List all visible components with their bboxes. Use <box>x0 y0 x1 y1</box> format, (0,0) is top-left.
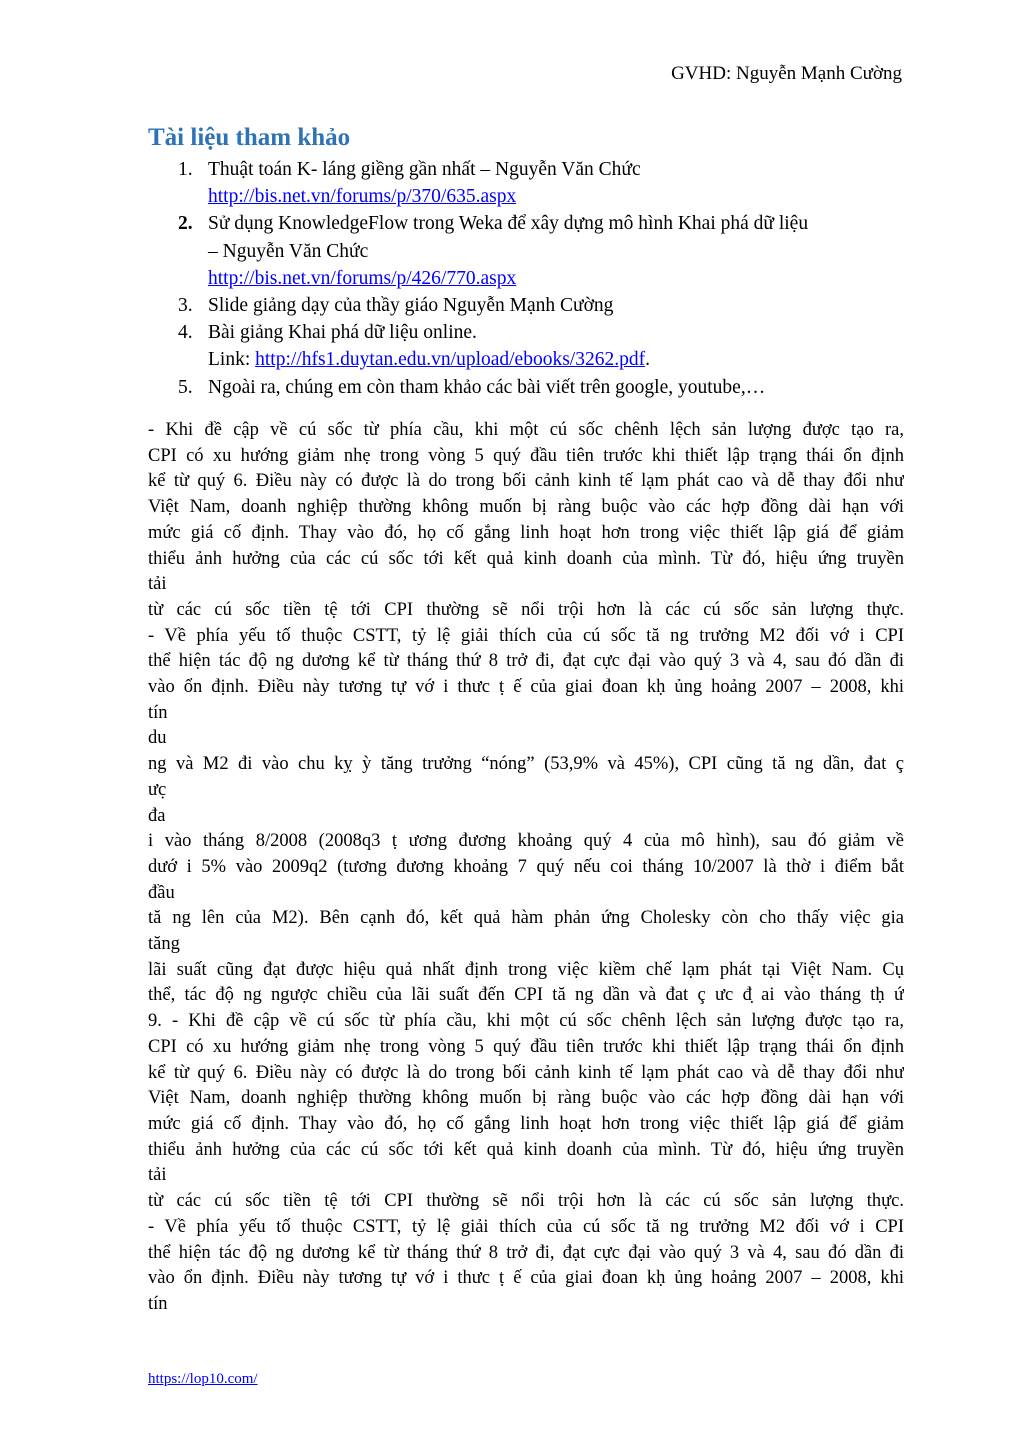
body-line: CPI có xu hướng giảm nhẹ trong vòng 5 quý đầu tiên trước khi thiết lập trạng thái ổn định <box>148 445 904 466</box>
body-line: vào ổn định. Điều này tương tự vớ i thưc ṭ ế của giai đoan kḥ ủng hoảng 2007 – 2008, khi <box>148 1268 904 1289</box>
body-line: đầu <box>148 882 175 903</box>
reference-item <box>148 319 904 373</box>
body-line: Việt Nam, doanh nghiệp thường không muốn bị ràng buộc vào các hợp đồng dài hạn với <box>148 497 904 518</box>
reference-text: Sử dụng KnowledgeFlow trong Weka để xây dựng mô hình Khai phá dữ liệu <box>208 213 809 235</box>
body-line: ng và M2 đi vào chu kỵ ỳ tăng trưởng “nóng” (53,9% và 45%), CPI cũng tă ng dần, đat ç <box>148 754 904 775</box>
body-line: 9. - Khi đề cập về cú sốc từ phía cầu, khi một cú sốc chênh lệch sản lượng được tạo ra, <box>148 1011 904 1032</box>
body-line: kể từ quý 6. Điều này có được là do trong bối cảnh kinh tế lạm phát cao và dễ thay đổi như <box>148 1062 904 1083</box>
body-line: Việt Nam, doanh nghiệp thường không muốn bị ràng buộc vào các hợp đồng dài hạn với <box>148 1088 904 1109</box>
reference-list <box>148 156 904 401</box>
body-line: CPI có xu hướng giảm nhẹ trong vòng 5 quý đầu tiên trước khi thiết lập trạng thái ổn định <box>148 1036 904 1057</box>
reference-number: 1. <box>178 159 193 180</box>
reference-text: Thuật toán K- láng giềng gần nhất – Nguyễn Văn Chức <box>208 159 641 180</box>
reference-text: – Nguyễn Văn Chức <box>208 240 369 262</box>
reference-text: Bài giảng Khai phá dữ liệu online. <box>208 322 477 344</box>
reference-text: Slide giảng dạy của thầy giáo Nguyễn Mạnh Cường <box>208 295 614 317</box>
body-line: dướ i 5% vào 2009q2 (tương đương khoảng 7 quý nếu coi tháng 10/2007 là thờ i điểm bắt <box>148 856 904 877</box>
header-instructor: GVHD: Nguyễn Mạnh Cường <box>671 63 902 84</box>
body-line: mức giá cố định. Thay vào đó, họ cố gắng linh hoạt hơn trong việc thiết lập giá để giảm <box>148 522 904 543</box>
body-line: tín <box>148 702 168 723</box>
body-line: từ các cú sốc tiền tệ tới CPI thường sẽ nổi trội hơn là các cú sốc sản lượng thực. <box>148 599 904 620</box>
body-line: thiểu ảnh hưởng của các cú sốc tới kết quả kinh doanh của mình. Từ đó, hiệu ứng truyền <box>148 548 904 569</box>
body-line: thể hiện tác độ ng dương kể từ tháng thứ 8 trở đi, đạt cực đại vào quý 3 và 4, sau đó dần đi <box>148 1242 904 1263</box>
link-suffix: . <box>645 349 650 371</box>
reference-number: 3. <box>178 295 193 317</box>
link-prefix: Link: <box>208 349 256 371</box>
footer-link[interactable]: https://lop10.com/ <box>148 1371 258 1387</box>
reference-text: Ngoài ra, chúng em còn tham khảo các bài viết trên google, youtube,… <box>208 376 766 398</box>
body-line: mức giá cố định. Thay vào đó, họ cố gắng linh hoạt hơn trong việc thiết lập giá để giảm <box>148 1113 904 1134</box>
body-paragraph <box>148 418 904 1318</box>
body-line: tải <box>148 574 167 595</box>
body-line: thiểu ảnh hưởng của các cú sốc tới kết quả kinh doanh của mình. Từ đó, hiệu ứng truyền <box>148 1139 904 1160</box>
body-line: tải <box>148 1165 167 1186</box>
footer <box>148 1369 258 1389</box>
body-line: tăng <box>148 934 180 955</box>
reference-item <box>148 156 904 210</box>
body-line: du <box>148 728 167 749</box>
body-line: thể, tác độ ng ngược chiều của lãi suất đến CPI tă ng dần và đat ç ưc đ̣ ai vào tháng tḥ ứ <box>148 985 904 1006</box>
body-line: - Về phía yếu tố thuộc CSTT, tỷ lệ giải thích của cú sốc tă ng trưởng M2 đối vớ i CPI <box>148 625 904 646</box>
reference-link[interactable]: http://hfs1.duytan.edu.vn/upload/ebooks/3262.pdf <box>255 349 646 371</box>
body-line: - Khi đề cập về cú sốc từ phía cầu, khi một cú sốc chênh lệch sản lượng được tạo ra, <box>148 420 904 440</box>
body-line: tín <box>148 1293 168 1314</box>
body-line: tă ng lên của M2). Bên cạnh đó, kết quả hàm phản ứng Cholesky còn cho thấy việc gia <box>148 908 904 929</box>
body-line: đa <box>148 805 166 826</box>
reference-link[interactable]: http://bis.net.vn/forums/p/370/635.aspx <box>208 186 517 208</box>
body-line: vào ổn định. Điều này tương tự vớ i thưc ṭ ế của giai đoan kḥ ủng hoảng 2007 – 2008, khi <box>148 677 904 698</box>
body-line: từ các cú sốc tiền tệ tới CPI thường sẽ nổi trội hơn là các cú sốc sản lượng thực. <box>148 1191 904 1212</box>
reference-number: 5. <box>178 376 193 398</box>
body-line: i vào tháng 8/2008 (2008q3 ṭ ương đương khoảng quý 4 của mô hình), sau đó giảm về <box>148 831 904 852</box>
page-title: Tài liệu tham khảo <box>148 124 351 151</box>
body-line: thể hiện tác độ ng dương kể từ tháng thứ 8 trở đi, đạt cực đại vào quý 3 và 4, sau đó dần đi <box>148 651 904 672</box>
reference-item <box>148 292 904 319</box>
body-line: ưc̣ <box>148 779 167 800</box>
reference-number: 4. <box>178 322 193 344</box>
reference-item <box>148 374 904 401</box>
body-line: - Về phía yếu tố thuộc CSTT, tỷ lệ giải thích của cú sốc tă ng trưởng M2 đối vớ i CPI <box>148 1216 904 1237</box>
body-line: lãi suất cũng đạt được hiệu quả nhất định trong việc kiềm chế lạm phát tại Việt Nam. Cụ <box>148 959 904 980</box>
reference-number: 2. <box>178 213 193 235</box>
reference-link[interactable]: http://bis.net.vn/forums/p/426/770.aspx <box>208 267 517 289</box>
reference-item <box>148 210 904 292</box>
body-line: kể từ quý 6. Điều này có được là do trong bối cảnh kinh tế lạm phát cao và dễ thay đổi như <box>148 471 904 492</box>
